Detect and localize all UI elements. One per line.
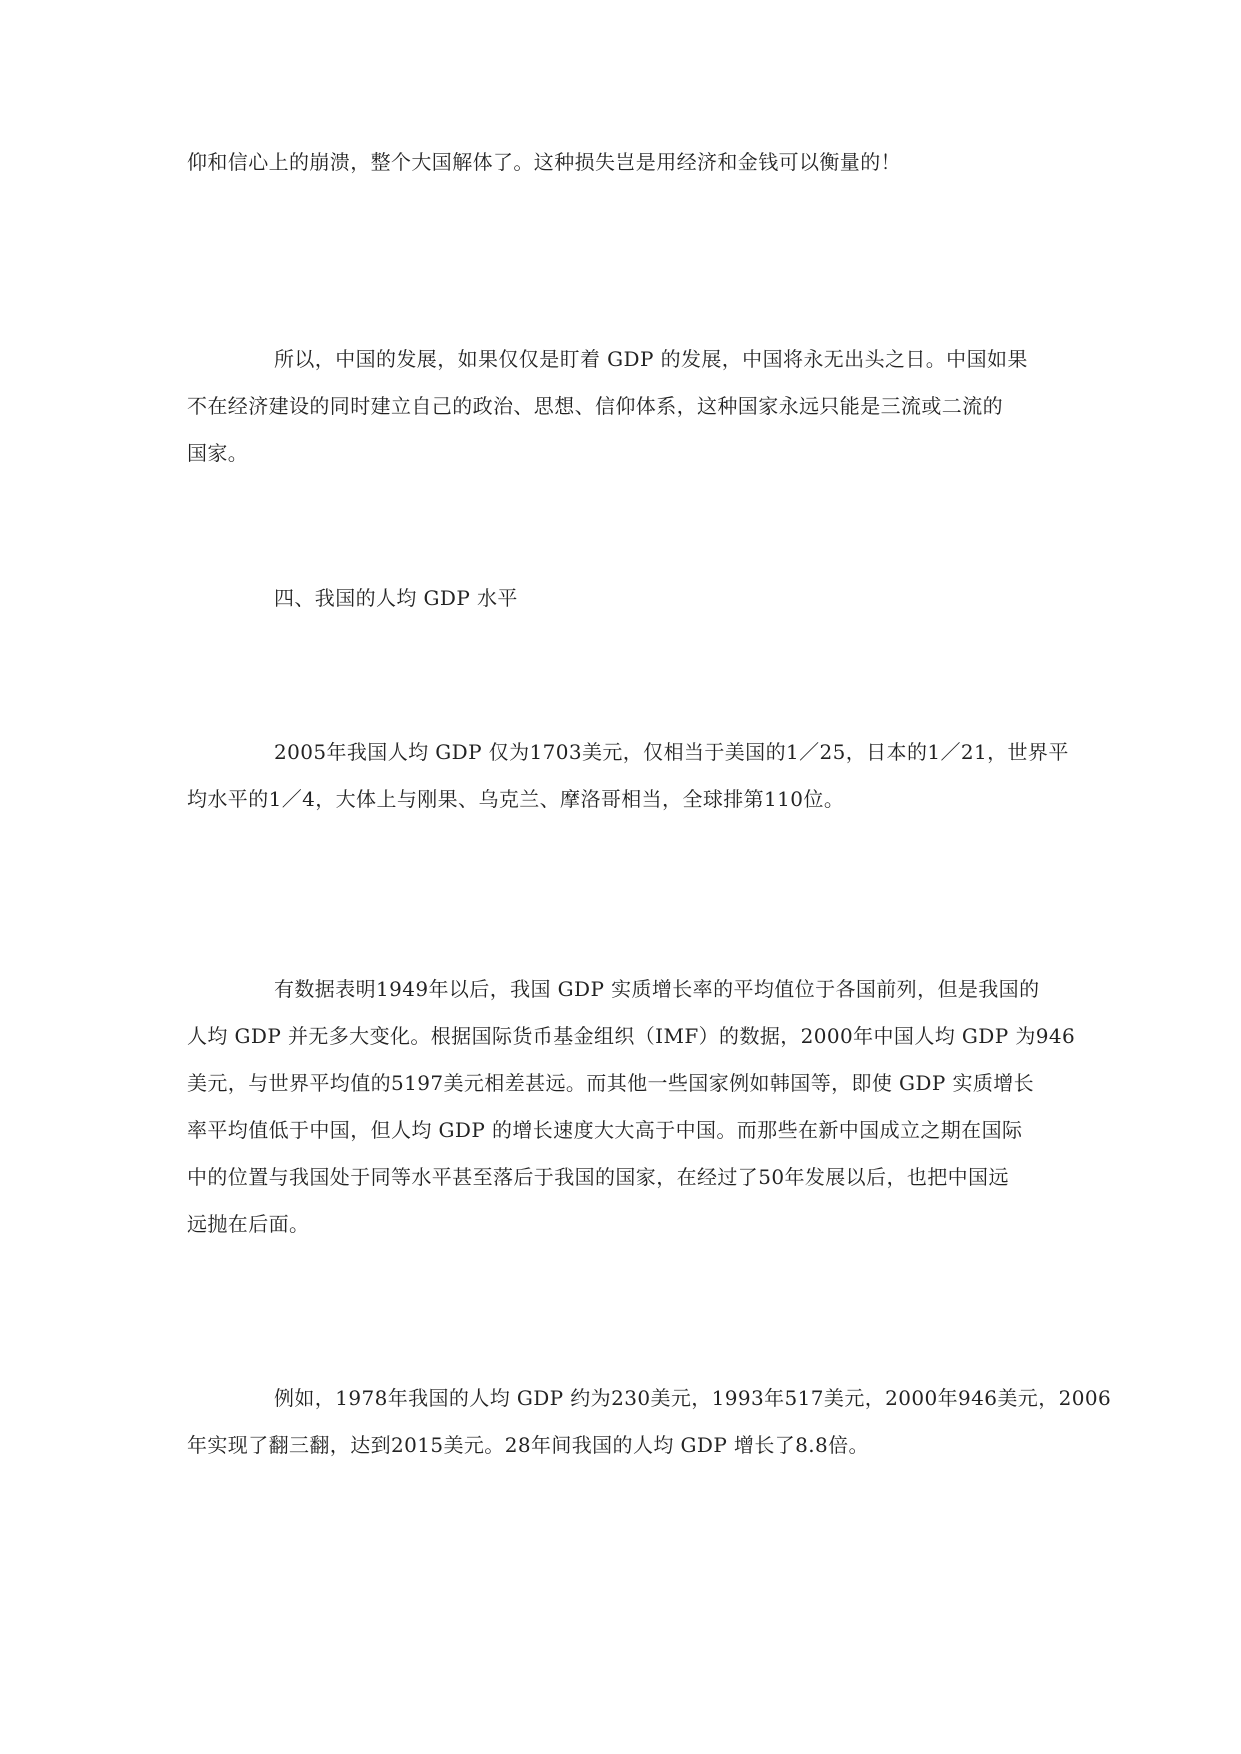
paragraph-gdp-example (187, 1375, 1112, 1469)
text-line: 人均 GDP 并无多大变化。根据国际货币基金组织（IMF）的数据，2000年中国人均 GDP 为946 (187, 1024, 1076, 1048)
text-line: 所以，中国的发展，如果仅仅是盯着 GDP 的发展，中国将永无出头之日。中国如果 (274, 347, 1028, 371)
text-line: 年实现了翻三翻，达到2015美元。28年间我国的人均 GDP 增长了8.8倍。 (187, 1433, 869, 1457)
text-line: 国家。 (187, 441, 249, 465)
paragraph-collapse-conclusion (187, 139, 1057, 186)
text-line: 例如，1978年我国的人均 GDP 约为230美元，1993年517美元，2000年946美元，2006 (274, 1386, 1112, 1410)
text-line: 有数据表明1949年以后，我国 GDP 实质增长率的平均值位于各国前列，但是我国的 (274, 977, 1040, 1001)
section-heading (187, 575, 1057, 622)
text-line: 仰和信心上的崩溃，整个大国解体了。这种损失岂是用经济和金钱可以衡量的！ (187, 150, 901, 174)
text-line: 2005年我国人均 GDP 仅为1703美元，仅相当于美国的1／25，日本的1／21，世界平 (274, 740, 1069, 764)
text-line: 均水平的1／4，大体上与刚果、乌克兰、摩洛哥相当，全球排第110位。 (187, 787, 845, 811)
paragraph-2005-gdp (187, 729, 1069, 823)
text-line: 美元，与世界平均值的5197美元相差甚远。而其他一些国家例如韩国等，即使 GDP 实质增长 (187, 1071, 1035, 1095)
text-line: 中的位置与我国处于同等水平甚至落后于我国的国家，在经过了50年发展以后，也把中国远 (187, 1165, 1009, 1189)
text-line: 率平均值低于中国，但人均 GDP 的增长速度大大高于中国。而那些在新中国成立之期在国际 (187, 1118, 1023, 1142)
paragraph-gdp-development (187, 336, 1057, 477)
text-line: 远抛在后面。 (187, 1212, 310, 1236)
paragraph-growth-comparison (187, 966, 1076, 1248)
heading-text: 四、我国的人均 GDP 水平 (274, 586, 518, 610)
text-line: 不在经济建设的同时建立自己的政治、思想、信仰体系，这种国家永远只能是三流或二流的 (187, 394, 1003, 418)
